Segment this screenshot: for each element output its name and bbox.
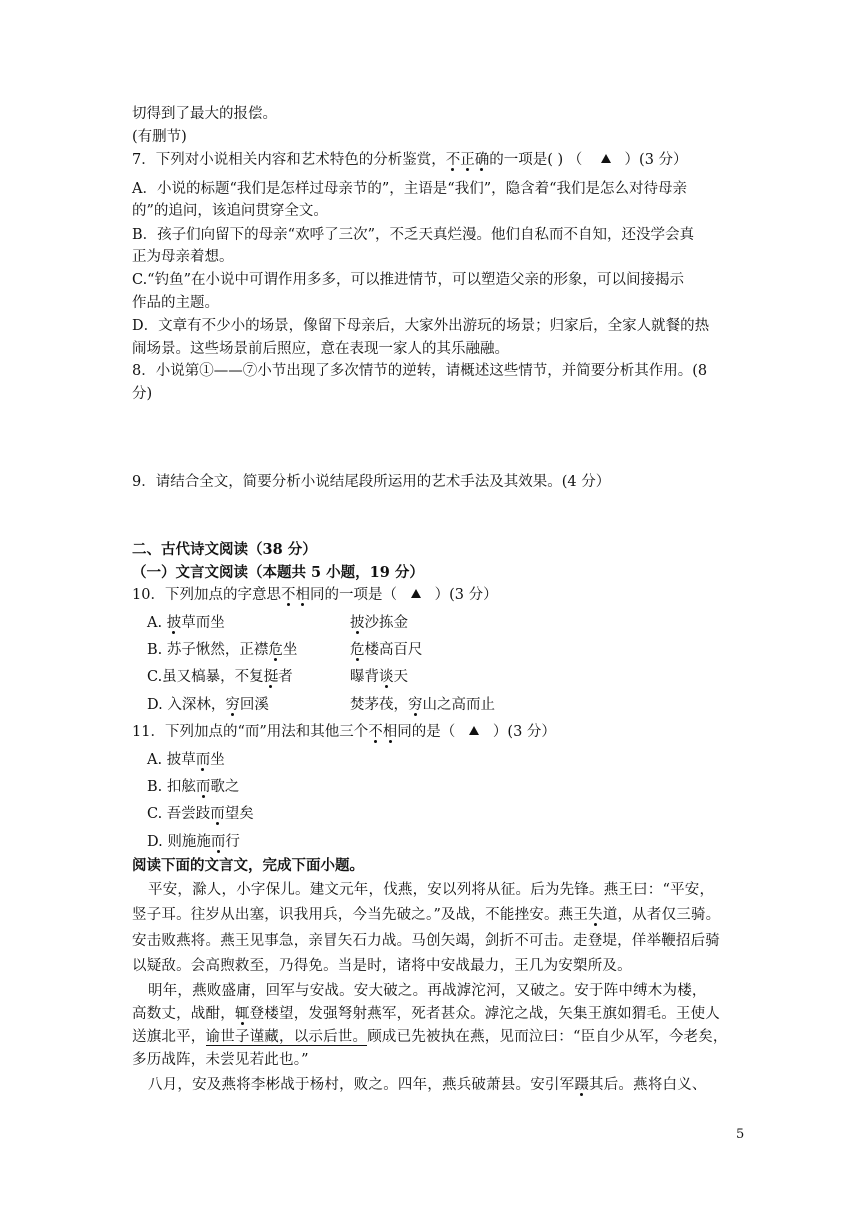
text: 楼高百尺	[364, 642, 423, 658]
question-7	[132, 150, 688, 170]
option-a	[147, 613, 225, 633]
dotted-char: 穷	[408, 697, 423, 713]
section-heading	[132, 540, 317, 560]
text: 八月，安及燕将李彬战于杨村，败之。四年，燕兵破萧县。安引军	[148, 1077, 575, 1093]
text: 分)	[132, 386, 153, 402]
page-number: 5	[736, 1127, 745, 1142]
passage-line	[132, 905, 720, 925]
option-c	[147, 804, 254, 824]
dotted-char: 蹑	[574, 1077, 590, 1093]
text: 9．请结合全文，简要分析小说结尾段所运用的艺术手法及其效果。(4 分）	[132, 474, 611, 490]
text-line	[132, 384, 152, 404]
text: 登楼望，发强弩射燕军，死者甚众。滹沱之战，矢集王旗如猬毛。王使人	[249, 1006, 721, 1022]
text: C. 吾尝跂	[147, 806, 211, 822]
dotted-char: 披	[350, 615, 365, 631]
text: 坐	[210, 752, 225, 768]
text: ）(3 分）	[430, 587, 498, 603]
text: D．文章有不少小的场景，像留下母亲后，大家外出游玩的场景；归家后，全家人就餐的热	[132, 318, 710, 334]
text: 者	[278, 669, 293, 685]
text: 焚茅茷，	[350, 697, 408, 713]
option-d	[147, 832, 240, 852]
text: B. 扣舷	[147, 779, 196, 795]
text: 切得到了最大的报偿。	[132, 106, 277, 122]
option-d-right	[350, 695, 495, 715]
option-b-right	[350, 640, 423, 660]
dotted-char: 辄	[234, 1006, 250, 1022]
text: 的”的追问，该追问贯穿全文。	[132, 203, 328, 219]
text: 曝背	[350, 669, 379, 685]
text: 多历战阵，未尝见若此也。”	[132, 1052, 309, 1068]
text: 阅读下面的文言文，完成下面小题。	[132, 857, 364, 874]
dotted-char: 危	[350, 642, 365, 658]
text: D. 入深林，	[147, 697, 226, 713]
text: C.虽又槁暴，不复	[147, 669, 264, 685]
option-d	[132, 316, 709, 336]
text: 同的一项是（	[309, 587, 402, 603]
question-11	[132, 722, 556, 742]
text: A. 披草	[147, 752, 196, 768]
triangle-icon	[411, 589, 421, 598]
dotted-char: 确	[474, 152, 490, 168]
question-8	[132, 361, 707, 381]
text: ）(3 分）	[619, 152, 688, 168]
passage-line	[148, 880, 714, 900]
subsection-heading	[132, 563, 424, 583]
option-c	[132, 270, 684, 290]
text: 8．小说第①——⑦小节出现了多次情节的逆转，请概述这些情节，并简要分析其作用。(8	[132, 363, 708, 379]
text-line	[132, 247, 234, 267]
underlined-text: 谕世子谨藏，以示后世。	[205, 1029, 368, 1045]
option-a	[132, 179, 687, 199]
text: 闹场景。这些场景前后照应，意在表现一家人的其乐融融。	[132, 341, 509, 357]
text: 道，从者仅三骑。	[602, 907, 721, 923]
text: 平安，滁人，小字保儿。建文元年，伐燕，安以列将从征。后为先锋。燕王曰：“平安，	[148, 882, 715, 898]
passage-line	[132, 1027, 728, 1047]
dotted-char: 披	[166, 615, 182, 631]
passage-line	[132, 931, 720, 951]
dotted-char: 而	[195, 779, 211, 795]
text-line	[132, 127, 187, 147]
text: 以疑敌。会高煦救至，乃得免。当是时，诸将中安战最力，王几为安槊所及。	[132, 958, 632, 974]
text-line	[132, 293, 219, 313]
option-d	[147, 695, 269, 715]
text: 10．下列加点的字意思	[132, 587, 281, 603]
text: 明年，燕败盛庸，回军与安战。安大破之。再战滹沱河，又破之。安于阵中缚木为楼，	[148, 983, 707, 999]
text: 竖子耳。往岁从出塞，识我用兵，今当先破之。”及战，不能挫安。燕王	[132, 907, 589, 923]
dotted-char: 不	[368, 724, 383, 740]
text: 山之高而止	[422, 697, 495, 713]
text: 11．下列加点的“而”用法和其他三个	[132, 724, 369, 740]
text: 草而坐	[181, 615, 225, 631]
question-10	[132, 585, 498, 605]
text: 作品的主题。	[132, 295, 219, 311]
dotted-char: 正	[460, 152, 475, 168]
text: 行	[225, 834, 240, 850]
passage-line	[148, 981, 707, 1001]
option-c-right	[350, 667, 408, 687]
text: A．小说的标题“我们是怎样过母亲节的”，主语是“我们”，隐含着“我们是怎么对待母亲	[132, 181, 688, 197]
text: ）(3 分）	[488, 724, 556, 740]
text-line	[132, 201, 328, 221]
dotted-char: 而	[210, 834, 226, 850]
passage-line	[132, 1050, 309, 1070]
text: 望矣	[224, 806, 254, 822]
text: 安击败燕将。燕王见事急，亲冒矢石力战。马创矢竭，剑折不可击。走登堤，佯举鞭招后骑	[132, 933, 720, 949]
option-b	[147, 640, 297, 660]
dotted-char: 穷	[225, 697, 240, 713]
text: 正为母亲着想。	[132, 249, 234, 265]
passage-line	[148, 1075, 707, 1095]
question-9	[132, 472, 610, 492]
text: C.“钓鱼”在小说中可谓作用多多，可以推进情节，可以塑造父亲的形象，可以间接揭示	[132, 272, 685, 288]
text: B. 苏子愀然，正襟	[147, 642, 269, 658]
text-line	[132, 339, 509, 359]
text: 顾成已先被执在燕，见而泣曰：“臣自少从军，今老矣，	[367, 1029, 728, 1045]
text: 7．下列对小说相关内容和艺术特色的分析鉴赏，	[132, 152, 446, 168]
triangle-icon	[601, 154, 611, 163]
text: B．孩子们向留下的母亲“欢呼了三次”，不乏天真烂漫。他们自私而不自知，还没学会真	[132, 227, 694, 243]
text: 坐	[282, 642, 298, 658]
text: D. 则施施	[147, 834, 211, 850]
passage-line	[132, 1004, 720, 1024]
text: 沙拣金	[364, 615, 408, 631]
dotted-char: 挺	[263, 669, 279, 685]
option-a-right	[350, 613, 408, 633]
dotted-char: 危	[268, 642, 283, 658]
option-a	[147, 750, 225, 770]
dotted-char: 相	[382, 724, 398, 740]
text: A.	[147, 615, 167, 631]
text: 送旗北平，	[132, 1029, 206, 1045]
text: （一）文言文阅读（本题共 5 小题，19 分）	[132, 564, 424, 581]
text: 高数丈，战酣，	[132, 1006, 235, 1022]
triangle-icon	[469, 726, 479, 735]
dotted-char: 而	[195, 752, 211, 768]
text: 二、古代诗文阅读（38 分）	[132, 541, 317, 558]
text: (有删节)	[132, 129, 187, 145]
text: 的一项是( ) （	[489, 152, 587, 168]
passage-line	[132, 956, 632, 976]
dotted-char: 失	[588, 907, 603, 923]
text: 同的是（	[397, 724, 460, 740]
text: 天	[393, 669, 408, 685]
option-c	[147, 667, 293, 687]
dotted-char: 不	[280, 587, 296, 603]
text: 回溪	[239, 697, 269, 713]
dotted-char: 谈	[379, 669, 394, 685]
reading-intro	[132, 856, 364, 876]
dotted-char: 不	[445, 152, 461, 168]
text-line	[132, 104, 277, 124]
text: 歌之	[210, 779, 240, 795]
dotted-char: 而	[210, 806, 225, 822]
option-b	[132, 225, 694, 245]
dotted-char: 相	[295, 587, 310, 603]
option-b	[147, 777, 239, 797]
text: 其后。燕将白义、	[589, 1077, 707, 1093]
